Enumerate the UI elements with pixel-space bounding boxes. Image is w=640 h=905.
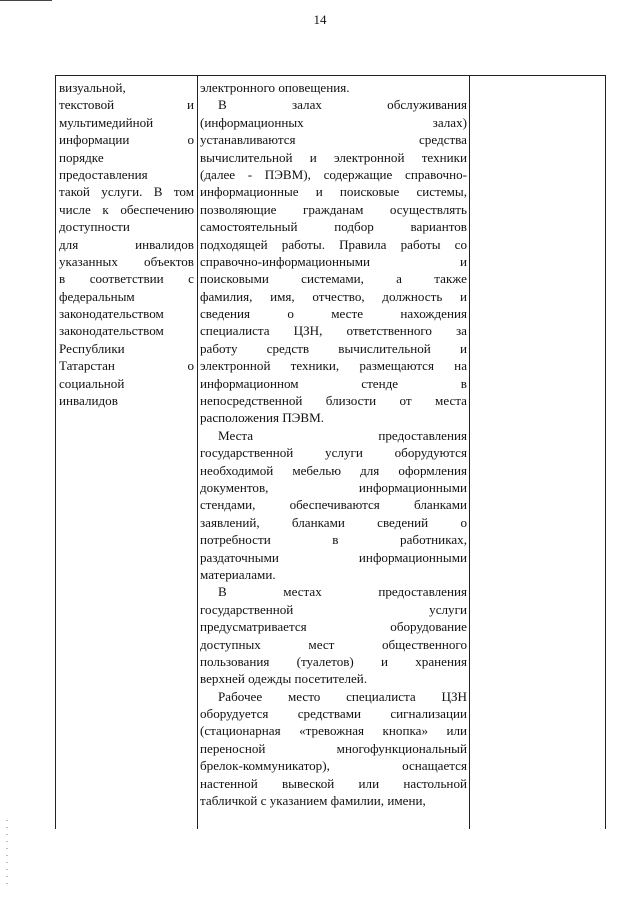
middle-column-line: (информационных залах): [200, 114, 467, 130]
left-column-line: инвалидов: [59, 393, 118, 409]
middle-column-line: подходящей работы. Правила работы со: [200, 236, 467, 252]
middle-column-line: справочно-информационными и: [200, 253, 467, 269]
middle-column-line: информационном стенде в: [200, 375, 467, 391]
middle-column-line: (далее - ПЭВМ), содержащие справочно-: [200, 166, 467, 182]
middle-column-line: Места предоставления: [218, 427, 467, 443]
left-column-line: такой услуги. В том: [59, 184, 194, 200]
table-cell-middle-column: [200, 79, 467, 809]
middle-column-line: стендами, обеспечиваются бланками: [200, 497, 467, 513]
left-column-line: Татарстан о: [59, 358, 194, 374]
middle-column-paragraph: [200, 79, 467, 96]
middle-column-paragraph: [200, 427, 467, 584]
left-column-line: законодательством: [59, 306, 164, 322]
middle-column-line: предусматривается оборудование: [200, 619, 467, 635]
middle-column-line: устанавливаются средства: [200, 132, 467, 148]
left-column-line: указанных объектов: [59, 253, 194, 269]
middle-column-line: необходимой мебелью для оформления: [200, 462, 467, 478]
middle-column-line: Рабочее место специалиста ЦЗН: [218, 688, 467, 704]
left-column-line: федеральным: [59, 288, 135, 304]
middle-column-paragraph: [200, 96, 467, 426]
middle-column-line: материалами.: [200, 566, 276, 582]
left-column-line: текстовой и: [59, 97, 194, 113]
left-column-line: мультимедийной: [59, 114, 154, 130]
left-column-line: для инвалидов: [59, 236, 194, 252]
middle-column-line: настенной вывеской или настольной: [200, 775, 467, 791]
middle-column-line: табличкой с указанием фамилии, имени,: [200, 793, 426, 809]
middle-column-paragraph: [200, 688, 467, 810]
middle-column-line: заявлений, бланками сведений о: [200, 514, 467, 530]
middle-column-line: верхней одежды посетителей.: [200, 671, 368, 687]
middle-column-line: раздаточными информационными: [200, 549, 467, 565]
middle-column-line: потребности в работниках,: [200, 532, 467, 548]
middle-column-line: переносной многофункциональный: [200, 740, 467, 756]
scan-artifact-dots: [6, 820, 8, 890]
left-column-line: в соответствии с: [59, 271, 194, 287]
middle-column-line: непосредственной близости от места: [200, 393, 467, 409]
middle-column-line: электронного оповещения.: [200, 80, 350, 95]
middle-column-line: электронной техники, размещаются на: [200, 358, 467, 374]
middle-column-line: расположения ПЭВМ.: [200, 410, 325, 426]
middle-column-line: позволяющие гражданам осуществлять: [200, 201, 467, 217]
middle-column-line: (стационарная «тревожная кнопка» или: [200, 723, 467, 739]
left-column-line: предоставления: [59, 166, 148, 182]
middle-column-line: самостоятельный подбор вариантов: [200, 219, 467, 235]
middle-column-line: специалиста ЦЗН, ответственного за: [200, 323, 467, 339]
left-column-line: законодательством: [59, 323, 164, 339]
middle-column-line: вычислительной и электронной техники: [200, 149, 467, 165]
middle-column-line: информационные и поисковые системы,: [200, 184, 467, 200]
left-column-line: социальной: [59, 375, 125, 391]
left-column-line: доступности: [59, 219, 130, 235]
middle-column-line: сведения о месте нахождения: [200, 306, 467, 322]
middle-column-line: пользования (туалетов) и хранения: [200, 653, 467, 669]
middle-column-line: государственной услуги оборудуются: [200, 445, 467, 461]
left-column-line: числе к обеспечению: [59, 201, 194, 217]
column-divider-left: [197, 76, 198, 829]
middle-column-line: фамилия, имя, отчество, должность и: [200, 288, 467, 304]
middle-column-line: работу средств вычислительной и: [200, 340, 467, 356]
middle-column-line: доступных мест общественного: [200, 636, 467, 652]
middle-column-line: В местах предоставления: [218, 584, 467, 600]
column-divider-right: [469, 76, 470, 829]
table-cell-left-column: [59, 79, 194, 409]
document-table: [55, 75, 606, 829]
header-rule: [0, 0, 52, 1]
middle-column-line: документов, информационными: [200, 479, 467, 495]
left-column-line: визуальной,: [59, 80, 126, 95]
middle-column-paragraph: [200, 583, 467, 687]
page-number: 14: [313, 12, 327, 27]
middle-column-line: оборудуется средствами сигнализации: [200, 706, 467, 722]
middle-column-line: брелок-коммуникатор), оснащается: [200, 758, 467, 774]
left-column-line: Республики: [59, 340, 125, 356]
middle-column-line: государственной услуги: [200, 601, 467, 617]
left-column-line: информации о: [59, 132, 194, 148]
middle-column-line: поисковыми системами, а также: [200, 271, 467, 287]
left-column-line: порядке: [59, 149, 104, 165]
middle-column-line: В залах обслуживания: [218, 97, 467, 113]
